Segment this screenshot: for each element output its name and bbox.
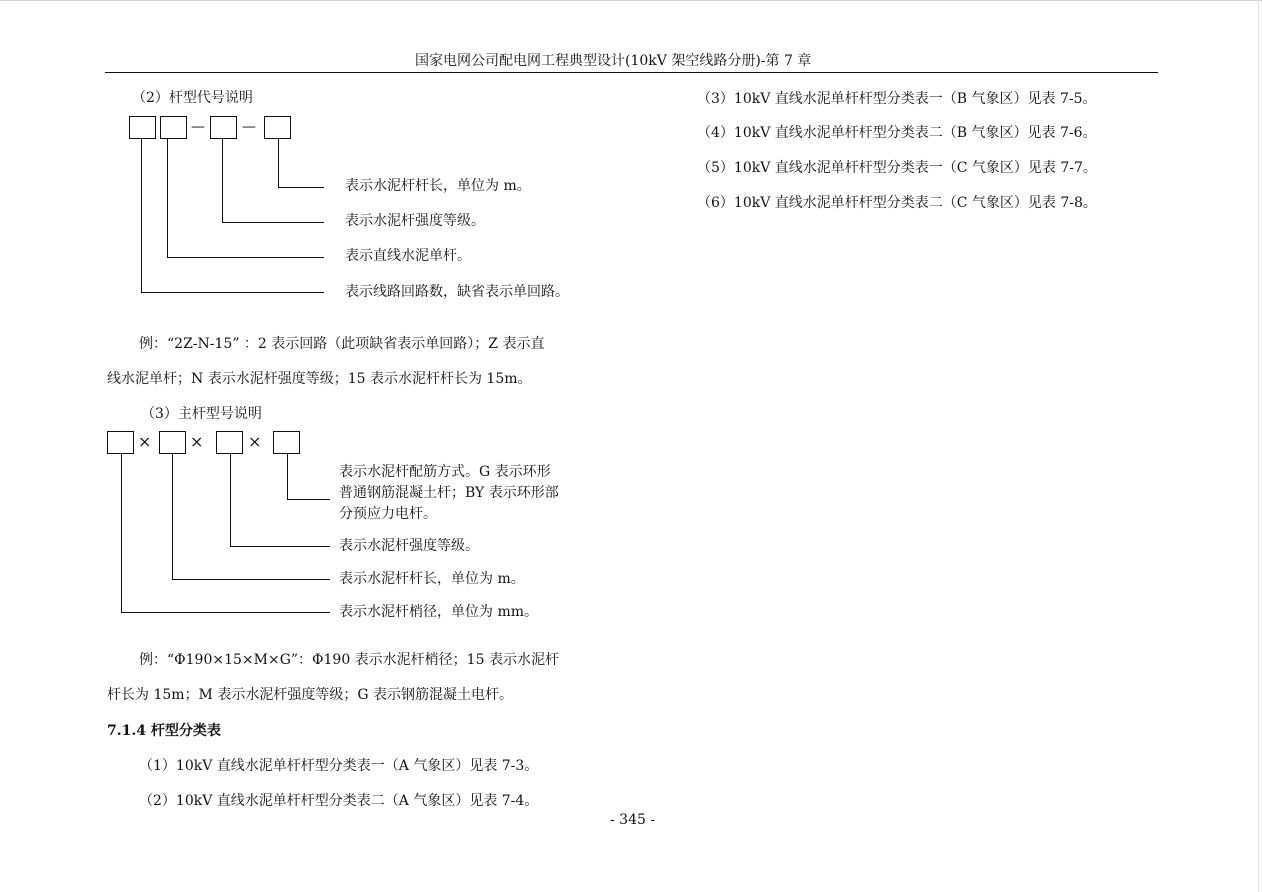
code-leader-1-v: [141, 139, 142, 292]
main-leader-1-h: [121, 612, 330, 613]
left-list-item-1: （1）10kV 直线水泥单杆杆型分类表一（A 气象区）见表 7-3。: [139, 758, 539, 774]
section-3-example-line-1: 例：“Φ190×15×M×G”：Φ190 表示水泥杆梢径；15 表示水泥杆: [139, 652, 559, 668]
left-list-item-2: （2）10kV 直线水泥单杆杆型分类表二（A 气象区）见表 7-4。: [139, 793, 539, 809]
code-legend-single-pole: 表示直线水泥单杆。: [345, 248, 471, 264]
main-box-3: [216, 431, 243, 454]
code-legend-strength: 表示水泥杆强度等级。: [345, 213, 485, 229]
page-header-title: 国家电网公司配电网工程典型设计(10kV 架空线路分册)-第 7 章: [415, 53, 812, 69]
code-leader-3-v: [222, 139, 223, 222]
code-box-3: [210, 116, 237, 139]
code-legend-length: 表示水泥杆杆长，单位为 m。: [345, 178, 531, 194]
section-heading-7-1-4: 7.1.4 杆型分类表: [107, 723, 221, 739]
section-2-example-line-1: 例：“2Z-N-15” ：2 表示回路（此项缺省表示单回路）；Z 表示直: [139, 336, 545, 352]
main-legend-diameter: 表示水泥杆梢径，单位为 mm。: [339, 604, 539, 620]
main-leader-3-h: [230, 546, 330, 547]
right-list-item-3: （3）10kV 直线水泥单杆杆型分类表一（B 气象区）见表 7-5。: [697, 91, 1097, 107]
main-times-1: ×: [138, 432, 152, 451]
right-list-item-6: （6）10kV 直线水泥单杆杆型分类表二（C 气象区）见表 7-8。: [697, 195, 1097, 211]
main-legend-reinforcement-1: 表示水泥杆配筋方式。G 表示环形: [339, 464, 551, 480]
code-dash-1: —: [191, 119, 205, 135]
main-legend-reinforcement-3: 分预应力电杆。: [339, 506, 437, 522]
main-box-1: [107, 431, 134, 454]
main-box-4: [273, 431, 300, 454]
main-leader-3-v: [230, 454, 231, 546]
right-list-item-5: （5）10kV 直线水泥单杆杆型分类表一（C 气象区）见表 7-7。: [697, 160, 1097, 176]
code-leader-4-h: [278, 187, 324, 188]
header-rule: [105, 72, 1158, 73]
section-3-example-line-2: 杆长为 15m；M 表示水泥杆强度等级；G 表示钢筋混凝土电杆。: [107, 687, 513, 703]
code-leader-2-h: [167, 257, 324, 258]
main-legend-length: 表示水泥杆杆长，单位为 m。: [339, 571, 525, 587]
main-legend-strength: 表示水泥杆强度等级。: [339, 538, 479, 554]
code-leader-1-h: [141, 292, 324, 293]
code-dash-2: —: [242, 119, 256, 135]
main-times-2: ×: [190, 432, 204, 451]
section-2-title: （2）杆型代号说明: [132, 90, 253, 106]
right-list-item-4: （4）10kV 直线水泥单杆杆型分类表二（B 气象区）见表 7-6。: [697, 125, 1097, 141]
main-leader-1-v: [121, 454, 122, 612]
page-number: - 345 -: [610, 812, 656, 828]
main-leader-4-v: [287, 454, 288, 499]
code-leader-4-v: [278, 139, 279, 187]
main-box-2: [159, 431, 186, 454]
code-box-1: [129, 116, 156, 139]
code-box-4: [264, 116, 291, 139]
code-legend-circuits: 表示线路回路数，缺省表示单回路。: [345, 284, 569, 300]
main-leader-2-v: [172, 454, 173, 579]
code-leader-2-v: [167, 139, 168, 257]
page-top-border: [0, 0, 1262, 1]
main-leader-2-h: [172, 579, 330, 580]
section-2-example-line-2: 线水泥单杆；N 表示水泥杆强度等级；15 表示水泥杆杆长为 15m。: [107, 371, 532, 387]
section-3-title: （3）主杆型号说明: [141, 406, 262, 422]
page-right-border: [1258, 0, 1259, 892]
code-leader-3-h: [222, 222, 324, 223]
main-legend-reinforcement-2: 普通钢筋混凝土杆；BY 表示环形部: [339, 485, 559, 501]
main-times-3: ×: [248, 432, 262, 451]
main-leader-4-h: [287, 499, 330, 500]
code-box-2: [160, 116, 187, 139]
